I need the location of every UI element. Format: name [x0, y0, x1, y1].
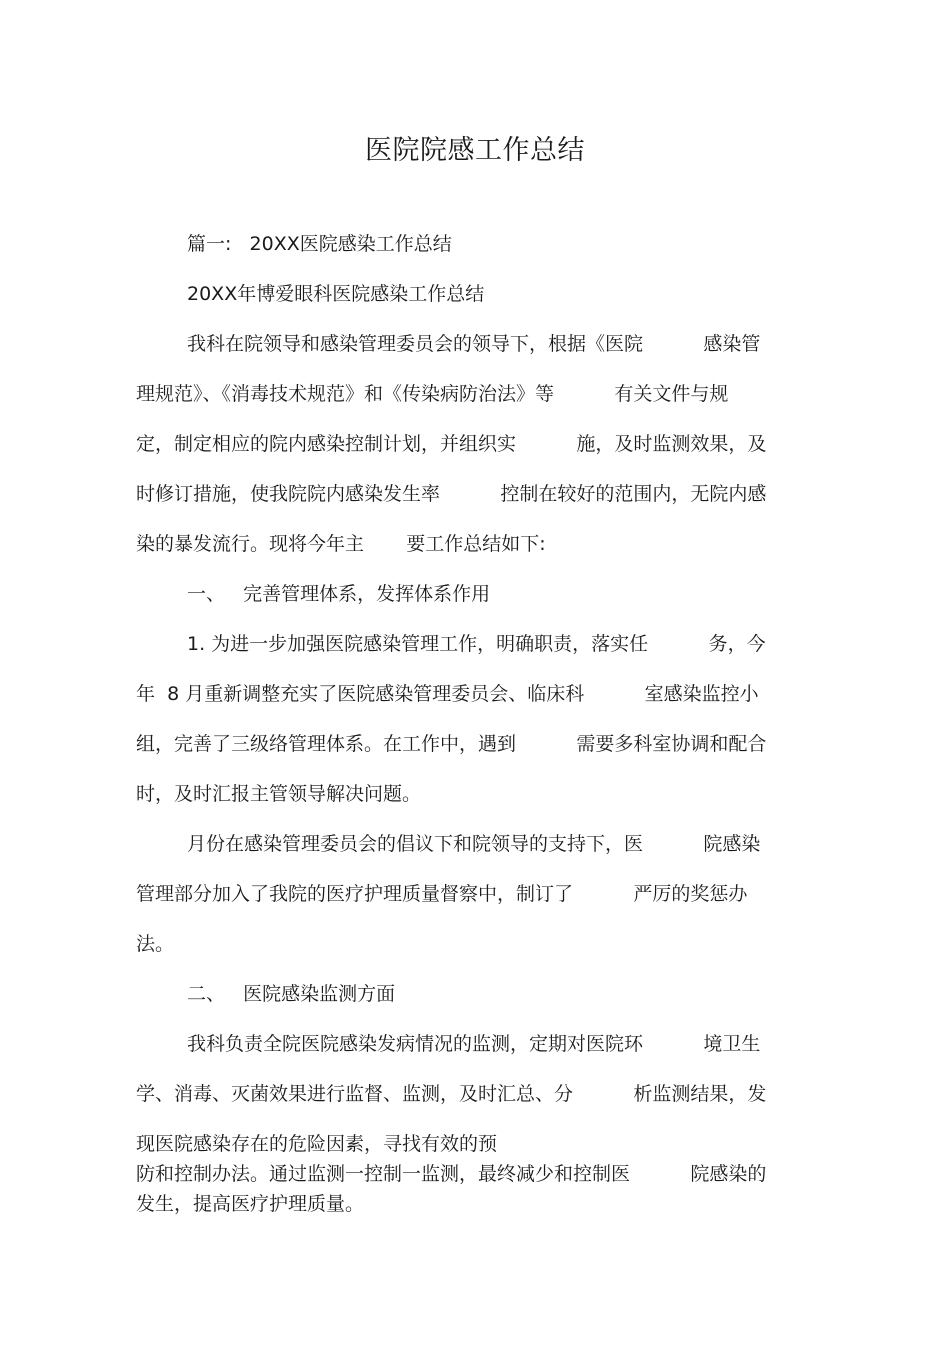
paragraph-line: 组，完善了三级络管理体系。在工作中，遇到 需要多科室协调和配合	[136, 733, 767, 755]
subtitle-line: 20XX年博爱眼科医院感染工作总结	[187, 283, 485, 305]
paragraph-line: 管理部分加入了我院的医疗护理质量督察中，制订了 严厉的奖惩办	[136, 883, 748, 905]
paragraph-line: 染的暴发流行。现将今年主 要工作总结如下:	[136, 533, 546, 555]
paragraph-line: 定，制定相应的院内感染控制计划，并组织实 施，及时监测效果，及	[136, 433, 767, 455]
paragraph-line: 月份在感染管理委员会的倡议下和院领导的支持下，医 院感染	[187, 833, 761, 855]
paragraph-line: 时修订措施，使我院院内感染发生率 控制在较好的范围内，无院内感	[136, 483, 767, 505]
paragraph-line: 学、消毒、灭菌效果进行监督、监测，及时汇总、分 析监测结果，发	[136, 1083, 767, 1105]
paragraph-line: 防和控制办法。通过监测一控制一监测，最终减少和控制医 院感染的	[136, 1163, 767, 1185]
document-title: 医院院感工作总结	[365, 135, 585, 166]
paragraph-line: 法。	[136, 933, 175, 955]
section-heading-two: 二、 医院感染监测方面	[187, 983, 396, 1005]
paragraph-line: 年 8 月重新调整充实了医院感染管理委员会、临床科 室感染监控小	[136, 683, 759, 705]
paragraph-line: 我科在院领导和感染管理委员会的领导下，根据《医院 感染管	[187, 333, 761, 355]
paragraph-line: 我科负责全院医院感染发病情况的监测，定期对医院环 境卫生	[187, 1033, 761, 1055]
section-heading-one: 一、 完善管理体系，发挥体系作用	[187, 583, 491, 605]
paragraph-line: 1. 为进一步加强医院感染管理工作，明确职责，落实任 务，今	[187, 633, 766, 655]
paragraph-line: 理规范》、《消毒技术规范》和《传染病防治法》等 有关文件与规	[136, 383, 729, 405]
paragraph-line: 时，及时汇报主管领导解决问题。	[136, 783, 422, 805]
paragraph-line: 发生，提高医疗护理质量。	[136, 1193, 365, 1215]
paragraph-line: 现医院感染存在的危险因素，寻找有效的预	[136, 1133, 498, 1155]
section-heading-part-one: 篇一: 20XX医院感染工作总结	[187, 233, 452, 255]
